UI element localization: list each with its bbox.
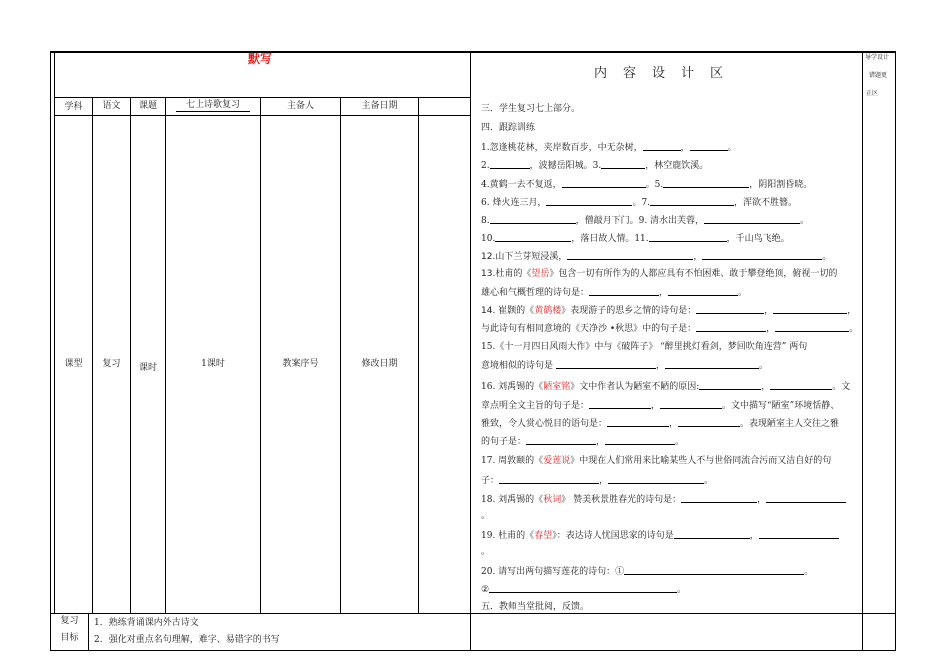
question-15: 15.《十一月四日风雨大作》中与《破阵子》 “醉里挑灯看剑，梦回吹角连营” 两句 bbox=[481, 342, 808, 352]
section-3: 三．学生复习七上部分。 bbox=[481, 104, 581, 114]
goal-2: 2．强化对重点名句理解，难字、易错字的书写 bbox=[94, 635, 280, 645]
col-line bbox=[92, 97, 93, 613]
header-row-bottom bbox=[54, 115, 470, 116]
value-subject: 语文 bbox=[102, 101, 121, 111]
question-12: 12.山下兰芽短浸溪， ， 。 bbox=[481, 252, 832, 262]
col-line bbox=[418, 97, 419, 613]
question-15-cont: 意境相似的诗句是 ， 。 bbox=[481, 361, 768, 371]
question-4: 4.黄鹤一去不复返， 。5. ，阴阳割昏晓。 bbox=[481, 180, 813, 190]
question-20: 20. 请写出两句描写莲花的诗句：① 。 bbox=[481, 567, 814, 577]
label-hours: 课时 bbox=[138, 363, 157, 373]
question-6: 6. 烽火连三月， 。7. ，浑欲不胜簪。 bbox=[481, 198, 798, 208]
label-revise: 修改日期 bbox=[361, 359, 398, 369]
page-title: 默写 bbox=[247, 52, 272, 66]
question-8: 8. ，僧敲月下门。9. 清水出芙蓉， 。 bbox=[481, 216, 810, 226]
question-18-end: 。 bbox=[481, 511, 491, 521]
label-preparer: 主备人 bbox=[286, 101, 314, 111]
label-type: 课型 bbox=[64, 359, 83, 369]
col-line bbox=[165, 97, 166, 613]
question-16-d: 的句子是： ， 。 bbox=[481, 437, 685, 447]
goals-label-1: 复习 bbox=[60, 616, 79, 626]
question-19: 19. 杜甫的《春望》：表达诗人忧国思家的诗句是 ， bbox=[481, 529, 839, 542]
col-line bbox=[130, 97, 131, 613]
goals-label-2: 目标 bbox=[60, 633, 79, 643]
topic-underline bbox=[176, 111, 250, 112]
frame-right bbox=[895, 51, 896, 651]
side-note-3: 正区 bbox=[866, 90, 879, 97]
question-16: 16. 刘禹锡的《陋室铭》文中作者认为陋室不陋的原因: ， 。文 bbox=[481, 382, 851, 392]
question-19-end: 。 bbox=[481, 547, 491, 557]
right-divider bbox=[862, 53, 863, 651]
question-18: 18. 刘禹锡的《秋词》 赞美秋景胜春光的诗句是： ， bbox=[481, 493, 846, 506]
question-2: 2. ，波撼岳阳城。3. ，林空鹿饮溪。 bbox=[481, 161, 709, 171]
middle-divider bbox=[470, 53, 471, 651]
frame-left bbox=[50, 51, 51, 651]
side-note-1: 导学设计 bbox=[865, 54, 890, 61]
col-line bbox=[340, 97, 341, 613]
value-hours: 1课时 bbox=[201, 359, 225, 369]
question-1: 1.忽逢桃花林，夹岸数百步，中无杂树， ， 。 bbox=[481, 143, 737, 153]
question-17-cont: 子： ， 。 bbox=[481, 476, 714, 486]
inner-left bbox=[54, 53, 55, 613]
value-topic: 七上诗歌复习 bbox=[185, 100, 240, 110]
section-5: 五．教师当堂批阅，反馈。 bbox=[481, 602, 590, 612]
content-design-header: 内容设计区 bbox=[594, 66, 740, 81]
label-subject: 学科 bbox=[64, 102, 83, 112]
side-note-2: 错题更 bbox=[869, 72, 888, 79]
goals-divider bbox=[88, 613, 89, 651]
question-20-b: ② 。 bbox=[481, 585, 687, 595]
section-4: 四．跟踪训练 bbox=[481, 123, 536, 133]
question-16-c: 雅致，令人赏心悦目的语句是： ， 。表现陋室主人交往之雅 bbox=[481, 419, 840, 429]
header-bottom bbox=[54, 97, 470, 98]
value-type: 复习 bbox=[102, 359, 121, 369]
question-13-cont: 雄心和气概哲理的诗句是： ， 。 bbox=[481, 288, 748, 298]
goals-top bbox=[50, 613, 896, 614]
question-10: 10. ，落日故人情。11. ，千山鸟飞绝。 bbox=[481, 234, 790, 244]
question-14-cont: 与此诗句有相同意境的《天净沙 •秋思》中的句子是： ， 。 bbox=[481, 324, 859, 334]
question-16-b: 章点明全文主旨的句子是： ， 。文中描写“陋室”环境恬静、 bbox=[481, 401, 840, 411]
question-14: 14. 崔颢的《黄鹤楼》表现游子的思乡之情的诗句是： ， ， bbox=[481, 306, 857, 316]
label-topic: 课题 bbox=[138, 101, 157, 111]
frame-bottom bbox=[50, 650, 896, 651]
question-13: 13.杜甫的《望岳》包含一切有所作为的人都应具有不怕困难、敢于攀登绝顶，俯视一切的 bbox=[481, 269, 838, 279]
col-line bbox=[260, 97, 261, 613]
label-date: 主备日期 bbox=[361, 101, 398, 111]
goal-1: 1．熟练背诵课内外古诗文 bbox=[94, 618, 199, 628]
label-plan-no: 教案序号 bbox=[282, 359, 319, 369]
frame-top bbox=[50, 51, 896, 53]
question-17: 17. 周敦颐的《爱莲说》中现在人们常用来比喻某些人不与世俗同流合污而又洁自好的句 bbox=[481, 456, 832, 466]
